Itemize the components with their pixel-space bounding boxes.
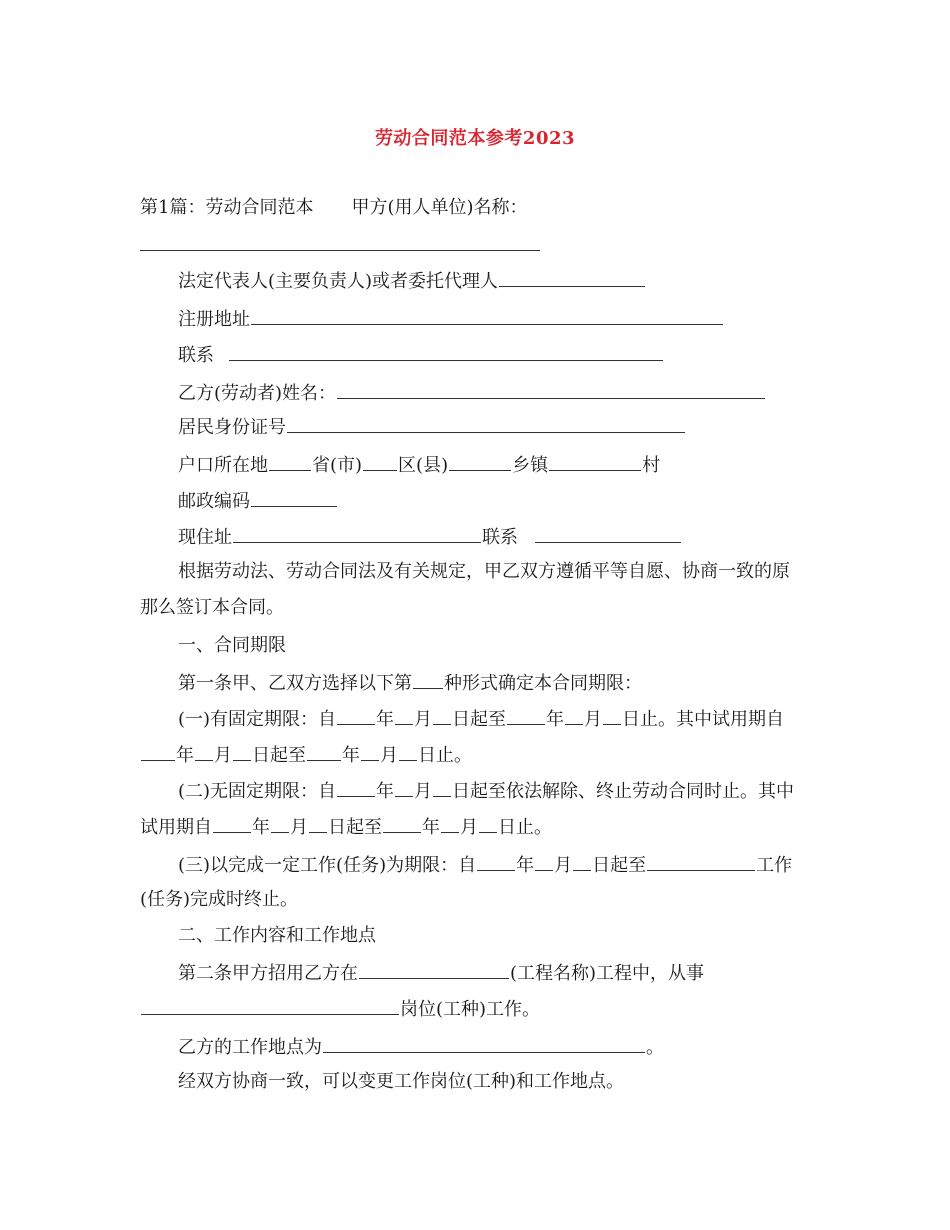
province-label: 省(市) bbox=[312, 455, 363, 476]
id-number-label: 居民身份证号 bbox=[178, 417, 286, 438]
postcode-blank bbox=[251, 488, 337, 507]
id-number-blank bbox=[287, 414, 685, 433]
fixed-term-line-1: (一)有固定期限：自 年 月 日起至 年 月 日止。其中试用期自 bbox=[178, 706, 784, 732]
contact-blank bbox=[229, 342, 663, 361]
intro-line-2: 那么签订本合同。 bbox=[140, 597, 284, 618]
legal-rep-label: 法定代表人(主要负责人)或者委托代理人 bbox=[178, 271, 499, 292]
party-b-name-blank bbox=[337, 380, 765, 399]
task-term-line-2: (任务)完成时终止。 bbox=[140, 889, 299, 910]
postcode-label: 邮政编码 bbox=[178, 491, 250, 512]
reg-address-blank bbox=[251, 306, 723, 325]
work-place-line: 乙方的工作地点为 。 bbox=[178, 1034, 664, 1060]
postcode-line bbox=[178, 488, 338, 514]
document-title: 劳动合同范本参考2023 bbox=[374, 128, 576, 149]
household-label: 户口所在地 bbox=[178, 455, 268, 476]
reg-address-label: 注册地址 bbox=[178, 309, 250, 330]
district-label: 区(县) bbox=[398, 455, 449, 476]
article-1-line: 第一条甲、乙双方选择以下第 种形式确定本合同期限： bbox=[178, 670, 642, 696]
intro-line-1: 根据劳动法、劳动合同法及有关规定，甲乙双方遵循平等自愿、协商一致的原 bbox=[178, 561, 790, 582]
article-2-line-2: 岗位(工种)工作。 bbox=[140, 996, 540, 1022]
task-term-line-1: (三)以完成一定工作(任务)为期限：自 年 月 日起至 工作 bbox=[178, 852, 792, 878]
legal-rep-blank bbox=[499, 268, 645, 287]
current-address-label: 现住址 bbox=[178, 527, 232, 548]
section-1-title: 一、合同期限 bbox=[178, 635, 286, 656]
contact-label: 联系 bbox=[178, 345, 214, 366]
section-heading: 第1篇：劳动合同范本 bbox=[140, 197, 314, 218]
nonfixed-term-line-1: (二)无固定期限：自 年 月 日起至依法解除、终止劳动合同时止。其中 bbox=[178, 778, 794, 804]
fixed-term-line-2: 年 月 日起至 年 月 日止。 bbox=[140, 742, 472, 768]
party-a-name-blank bbox=[140, 250, 540, 251]
change-line: 经双方协商一致，可以变更工作岗位(工种)和工作地点。 bbox=[178, 1071, 625, 1092]
party-b-name-label: 乙方(劳动者)姓名： bbox=[178, 383, 337, 404]
id-number-line bbox=[178, 414, 686, 440]
party-a-name-label: 甲方(用人单位)名称： bbox=[351, 197, 528, 218]
nonfixed-term-line-2: 试用期自 年 月 日起至 年 月 日止。 bbox=[140, 814, 552, 840]
village-label: 村 bbox=[642, 455, 661, 476]
township-label: 乡镇 bbox=[512, 455, 549, 476]
section-2-title: 二、工作内容和工作地点 bbox=[178, 925, 376, 946]
current-contact-blank bbox=[535, 524, 681, 543]
article-2-line-1: 第二条甲方招用乙方在 (工程名称)工程中，从事 bbox=[178, 960, 704, 986]
legal-rep-line bbox=[178, 268, 646, 294]
contact-line bbox=[178, 342, 664, 368]
party-b-name-line bbox=[178, 380, 766, 406]
current-address-line bbox=[178, 524, 682, 550]
current-contact-label: 联系 bbox=[482, 527, 518, 548]
section-heading-line bbox=[140, 196, 528, 220]
current-address-blank bbox=[233, 524, 481, 543]
household-line bbox=[178, 452, 660, 478]
reg-address-line bbox=[178, 306, 724, 332]
